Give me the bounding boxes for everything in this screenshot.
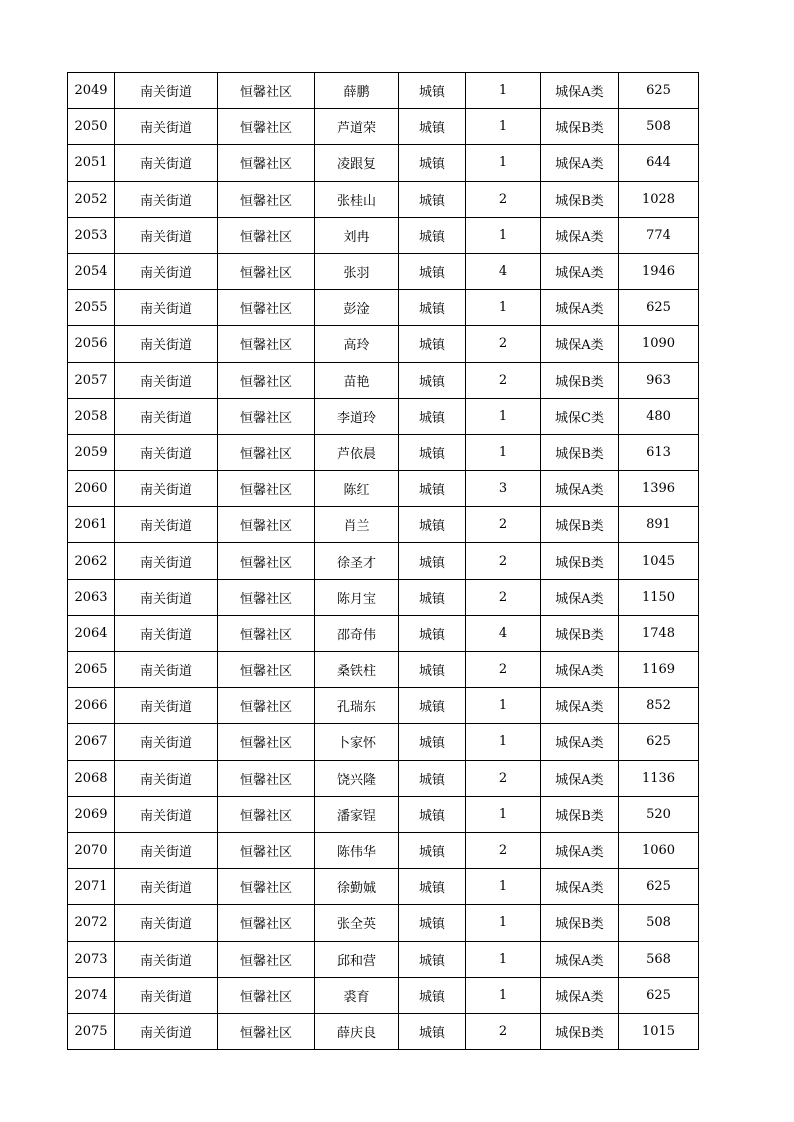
household-count-cell: 2 — [466, 543, 541, 579]
table-row — [68, 145, 699, 181]
name-cell: 邱和营 — [315, 941, 399, 977]
street-cell: 南关街道 — [115, 109, 218, 145]
category-cell: 城保B类 — [541, 507, 619, 543]
row-id-cell: 2071 — [68, 869, 115, 905]
community-cell: 恒馨社区 — [218, 181, 315, 217]
community-cell: 恒馨社区 — [218, 977, 315, 1013]
row-id-cell: 2067 — [68, 724, 115, 760]
amount-cell: 1169 — [619, 652, 699, 688]
community-cell: 恒馨社区 — [218, 109, 315, 145]
name-cell: 卜家怀 — [315, 724, 399, 760]
street-cell: 南关街道 — [115, 398, 218, 434]
amount-cell: 644 — [619, 145, 699, 181]
table-row — [68, 507, 699, 543]
area-type-cell: 城镇 — [399, 796, 466, 832]
table-row — [68, 832, 699, 868]
table-row — [68, 326, 699, 362]
name-cell: 桑铁柱 — [315, 652, 399, 688]
street-cell: 南关街道 — [115, 869, 218, 905]
table-row — [68, 217, 699, 253]
category-cell: 城保A类 — [541, 941, 619, 977]
amount-cell: 1015 — [619, 1013, 699, 1049]
community-cell: 恒馨社区 — [218, 1013, 315, 1049]
row-id-cell: 2075 — [68, 1013, 115, 1049]
street-cell: 南关街道 — [115, 1013, 218, 1049]
category-cell: 城保B类 — [541, 543, 619, 579]
household-count-cell: 2 — [466, 760, 541, 796]
category-cell: 城保A类 — [541, 217, 619, 253]
table-row — [68, 471, 699, 507]
area-type-cell: 城镇 — [399, 832, 466, 868]
name-cell: 肖兰 — [315, 507, 399, 543]
street-cell: 南关街道 — [115, 181, 218, 217]
category-cell: 城保A类 — [541, 869, 619, 905]
row-id-cell: 2055 — [68, 290, 115, 326]
household-count-cell: 1 — [466, 977, 541, 1013]
name-cell: 薛鹏 — [315, 73, 399, 109]
area-type-cell: 城镇 — [399, 543, 466, 579]
area-type-cell: 城镇 — [399, 326, 466, 362]
table-row — [68, 869, 699, 905]
community-cell: 恒馨社区 — [218, 145, 315, 181]
community-cell: 恒馨社区 — [218, 796, 315, 832]
amount-cell: 568 — [619, 941, 699, 977]
table-row — [68, 362, 699, 398]
amount-cell: 1136 — [619, 760, 699, 796]
street-cell: 南关街道 — [115, 688, 218, 724]
row-id-cell: 2054 — [68, 253, 115, 289]
household-count-cell: 2 — [466, 652, 541, 688]
category-cell: 城保A类 — [541, 652, 619, 688]
category-cell: 城保B类 — [541, 615, 619, 651]
name-cell: 薛庆良 — [315, 1013, 399, 1049]
street-cell: 南关街道 — [115, 326, 218, 362]
row-id-cell: 2063 — [68, 579, 115, 615]
name-cell: 李道玲 — [315, 398, 399, 434]
row-id-cell: 2072 — [68, 905, 115, 941]
row-id-cell: 2052 — [68, 181, 115, 217]
amount-cell: 625 — [619, 73, 699, 109]
street-cell: 南关街道 — [115, 253, 218, 289]
row-id-cell: 2058 — [68, 398, 115, 434]
household-count-cell: 2 — [466, 181, 541, 217]
household-count-cell: 3 — [466, 471, 541, 507]
household-count-cell: 1 — [466, 109, 541, 145]
community-cell: 恒馨社区 — [218, 615, 315, 651]
community-cell: 恒馨社区 — [218, 507, 315, 543]
category-cell: 城保B类 — [541, 905, 619, 941]
street-cell: 南关街道 — [115, 796, 218, 832]
table-row — [68, 109, 699, 145]
amount-cell: 852 — [619, 688, 699, 724]
household-count-cell: 1 — [466, 434, 541, 470]
name-cell: 饶兴隆 — [315, 760, 399, 796]
name-cell: 芦道荣 — [315, 109, 399, 145]
category-cell: 城保B类 — [541, 181, 619, 217]
community-cell: 恒馨社区 — [218, 941, 315, 977]
amount-cell: 1748 — [619, 615, 699, 651]
community-cell: 恒馨社区 — [218, 398, 315, 434]
street-cell: 南关街道 — [115, 579, 218, 615]
area-type-cell: 城镇 — [399, 905, 466, 941]
name-cell: 高玲 — [315, 326, 399, 362]
table-row — [68, 652, 699, 688]
household-count-cell: 1 — [466, 941, 541, 977]
area-type-cell: 城镇 — [399, 362, 466, 398]
street-cell: 南关街道 — [115, 977, 218, 1013]
street-cell: 南关街道 — [115, 145, 218, 181]
household-count-cell: 1 — [466, 73, 541, 109]
name-cell: 裘育 — [315, 977, 399, 1013]
row-id-cell: 2068 — [68, 760, 115, 796]
area-type-cell: 城镇 — [399, 253, 466, 289]
area-type-cell: 城镇 — [399, 434, 466, 470]
street-cell: 南关街道 — [115, 217, 218, 253]
community-cell: 恒馨社区 — [218, 217, 315, 253]
community-cell: 恒馨社区 — [218, 760, 315, 796]
table-row — [68, 181, 699, 217]
category-cell: 城保A类 — [541, 73, 619, 109]
community-cell: 恒馨社区 — [218, 869, 315, 905]
community-cell: 恒馨社区 — [218, 688, 315, 724]
household-count-cell: 1 — [466, 869, 541, 905]
area-type-cell: 城镇 — [399, 181, 466, 217]
row-id-cell: 2057 — [68, 362, 115, 398]
household-count-cell: 1 — [466, 290, 541, 326]
community-cell: 恒馨社区 — [218, 362, 315, 398]
row-id-cell: 2056 — [68, 326, 115, 362]
street-cell: 南关街道 — [115, 724, 218, 760]
name-cell: 陈伟华 — [315, 832, 399, 868]
amount-cell: 625 — [619, 724, 699, 760]
table-row — [68, 688, 699, 724]
amount-cell: 1028 — [619, 181, 699, 217]
name-cell: 徐圣才 — [315, 543, 399, 579]
household-count-cell: 1 — [466, 145, 541, 181]
area-type-cell: 城镇 — [399, 507, 466, 543]
street-cell: 南关街道 — [115, 73, 218, 109]
household-count-cell: 1 — [466, 724, 541, 760]
amount-cell: 963 — [619, 362, 699, 398]
area-type-cell: 城镇 — [399, 615, 466, 651]
row-id-cell: 2069 — [68, 796, 115, 832]
table-row — [68, 760, 699, 796]
amount-cell: 1150 — [619, 579, 699, 615]
row-id-cell: 2074 — [68, 977, 115, 1013]
household-count-cell: 4 — [466, 253, 541, 289]
category-cell: 城保A类 — [541, 977, 619, 1013]
amount-cell: 1045 — [619, 543, 699, 579]
amount-cell: 508 — [619, 109, 699, 145]
area-type-cell: 城镇 — [399, 145, 466, 181]
household-count-cell: 1 — [466, 905, 541, 941]
community-cell: 恒馨社区 — [218, 543, 315, 579]
amount-cell: 774 — [619, 217, 699, 253]
area-type-cell: 城镇 — [399, 724, 466, 760]
amount-cell: 520 — [619, 796, 699, 832]
table-row — [68, 796, 699, 832]
amount-cell: 625 — [619, 869, 699, 905]
category-cell: 城保B类 — [541, 109, 619, 145]
table-row — [68, 905, 699, 941]
table-body — [68, 73, 699, 1050]
row-id-cell: 2064 — [68, 615, 115, 651]
category-cell: 城保A类 — [541, 579, 619, 615]
household-count-cell: 1 — [466, 398, 541, 434]
category-cell: 城保A类 — [541, 290, 619, 326]
row-id-cell: 2061 — [68, 507, 115, 543]
table-row — [68, 543, 699, 579]
area-type-cell: 城镇 — [399, 688, 466, 724]
community-cell: 恒馨社区 — [218, 290, 315, 326]
street-cell: 南关街道 — [115, 615, 218, 651]
street-cell: 南关街道 — [115, 905, 218, 941]
household-count-cell: 2 — [466, 507, 541, 543]
table-row — [68, 73, 699, 109]
row-id-cell: 2066 — [68, 688, 115, 724]
name-cell: 潘家锃 — [315, 796, 399, 832]
household-count-cell: 4 — [466, 615, 541, 651]
row-id-cell: 2053 — [68, 217, 115, 253]
area-type-cell: 城镇 — [399, 73, 466, 109]
table-row — [68, 1013, 699, 1049]
amount-cell: 480 — [619, 398, 699, 434]
street-cell: 南关街道 — [115, 290, 218, 326]
category-cell: 城保A类 — [541, 471, 619, 507]
row-id-cell: 2065 — [68, 652, 115, 688]
category-cell: 城保B类 — [541, 362, 619, 398]
community-cell: 恒馨社区 — [218, 253, 315, 289]
row-id-cell: 2070 — [68, 832, 115, 868]
household-count-cell: 1 — [466, 796, 541, 832]
street-cell: 南关街道 — [115, 543, 218, 579]
amount-cell: 613 — [619, 434, 699, 470]
category-cell: 城保A类 — [541, 326, 619, 362]
amount-cell: 1090 — [619, 326, 699, 362]
category-cell: 城保A类 — [541, 253, 619, 289]
table-row — [68, 434, 699, 470]
community-cell: 恒馨社区 — [218, 832, 315, 868]
area-type-cell: 城镇 — [399, 398, 466, 434]
community-cell: 恒馨社区 — [218, 724, 315, 760]
community-cell: 恒馨社区 — [218, 652, 315, 688]
community-cell: 恒馨社区 — [218, 434, 315, 470]
amount-cell: 1946 — [619, 253, 699, 289]
category-cell: 城保B类 — [541, 434, 619, 470]
data-table — [67, 72, 699, 1050]
street-cell: 南关街道 — [115, 362, 218, 398]
name-cell: 张全英 — [315, 905, 399, 941]
category-cell: 城保B类 — [541, 1013, 619, 1049]
table-row — [68, 977, 699, 1013]
amount-cell: 625 — [619, 290, 699, 326]
name-cell: 凌跟复 — [315, 145, 399, 181]
row-id-cell: 2049 — [68, 73, 115, 109]
household-count-cell: 2 — [466, 1013, 541, 1049]
name-cell: 刘冉 — [315, 217, 399, 253]
category-cell: 城保A类 — [541, 724, 619, 760]
household-count-cell: 1 — [466, 688, 541, 724]
category-cell: 城保A类 — [541, 688, 619, 724]
row-id-cell: 2062 — [68, 543, 115, 579]
row-id-cell: 2051 — [68, 145, 115, 181]
household-count-cell: 2 — [466, 326, 541, 362]
name-cell: 陈红 — [315, 471, 399, 507]
table-row — [68, 941, 699, 977]
amount-cell: 891 — [619, 507, 699, 543]
name-cell: 芦依晨 — [315, 434, 399, 470]
category-cell: 城保A类 — [541, 145, 619, 181]
name-cell: 孔瑞东 — [315, 688, 399, 724]
household-count-cell: 2 — [466, 362, 541, 398]
category-cell: 城保A类 — [541, 832, 619, 868]
street-cell: 南关街道 — [115, 832, 218, 868]
name-cell: 邵奇伟 — [315, 615, 399, 651]
name-cell: 张桂山 — [315, 181, 399, 217]
street-cell: 南关街道 — [115, 434, 218, 470]
household-count-cell: 1 — [466, 217, 541, 253]
name-cell: 徐勤娍 — [315, 869, 399, 905]
table-row — [68, 615, 699, 651]
community-cell: 恒馨社区 — [218, 579, 315, 615]
area-type-cell: 城镇 — [399, 760, 466, 796]
table-row — [68, 724, 699, 760]
area-type-cell: 城镇 — [399, 941, 466, 977]
amount-cell: 1396 — [619, 471, 699, 507]
category-cell: 城保A类 — [541, 760, 619, 796]
community-cell: 恒馨社区 — [218, 471, 315, 507]
name-cell: 苗艳 — [315, 362, 399, 398]
area-type-cell: 城镇 — [399, 290, 466, 326]
amount-cell: 508 — [619, 905, 699, 941]
street-cell: 南关街道 — [115, 941, 218, 977]
area-type-cell: 城镇 — [399, 652, 466, 688]
category-cell: 城保B类 — [541, 796, 619, 832]
street-cell: 南关街道 — [115, 652, 218, 688]
row-id-cell: 2050 — [68, 109, 115, 145]
row-id-cell: 2059 — [68, 434, 115, 470]
row-id-cell: 2060 — [68, 471, 115, 507]
street-cell: 南关街道 — [115, 760, 218, 796]
household-count-cell: 2 — [466, 832, 541, 868]
category-cell: 城保C类 — [541, 398, 619, 434]
table-row — [68, 290, 699, 326]
table-row — [68, 253, 699, 289]
area-type-cell: 城镇 — [399, 1013, 466, 1049]
row-id-cell: 2073 — [68, 941, 115, 977]
household-count-cell: 2 — [466, 579, 541, 615]
community-cell: 恒馨社区 — [218, 326, 315, 362]
name-cell: 彭淦 — [315, 290, 399, 326]
area-type-cell: 城镇 — [399, 869, 466, 905]
amount-cell: 625 — [619, 977, 699, 1013]
area-type-cell: 城镇 — [399, 579, 466, 615]
street-cell: 南关街道 — [115, 507, 218, 543]
table-row — [68, 398, 699, 434]
name-cell: 张羽 — [315, 253, 399, 289]
area-type-cell: 城镇 — [399, 977, 466, 1013]
area-type-cell: 城镇 — [399, 217, 466, 253]
area-type-cell: 城镇 — [399, 109, 466, 145]
amount-cell: 1060 — [619, 832, 699, 868]
name-cell: 陈月宝 — [315, 579, 399, 615]
area-type-cell: 城镇 — [399, 471, 466, 507]
street-cell: 南关街道 — [115, 471, 218, 507]
community-cell: 恒馨社区 — [218, 73, 315, 109]
table-row — [68, 579, 699, 615]
community-cell: 恒馨社区 — [218, 905, 315, 941]
